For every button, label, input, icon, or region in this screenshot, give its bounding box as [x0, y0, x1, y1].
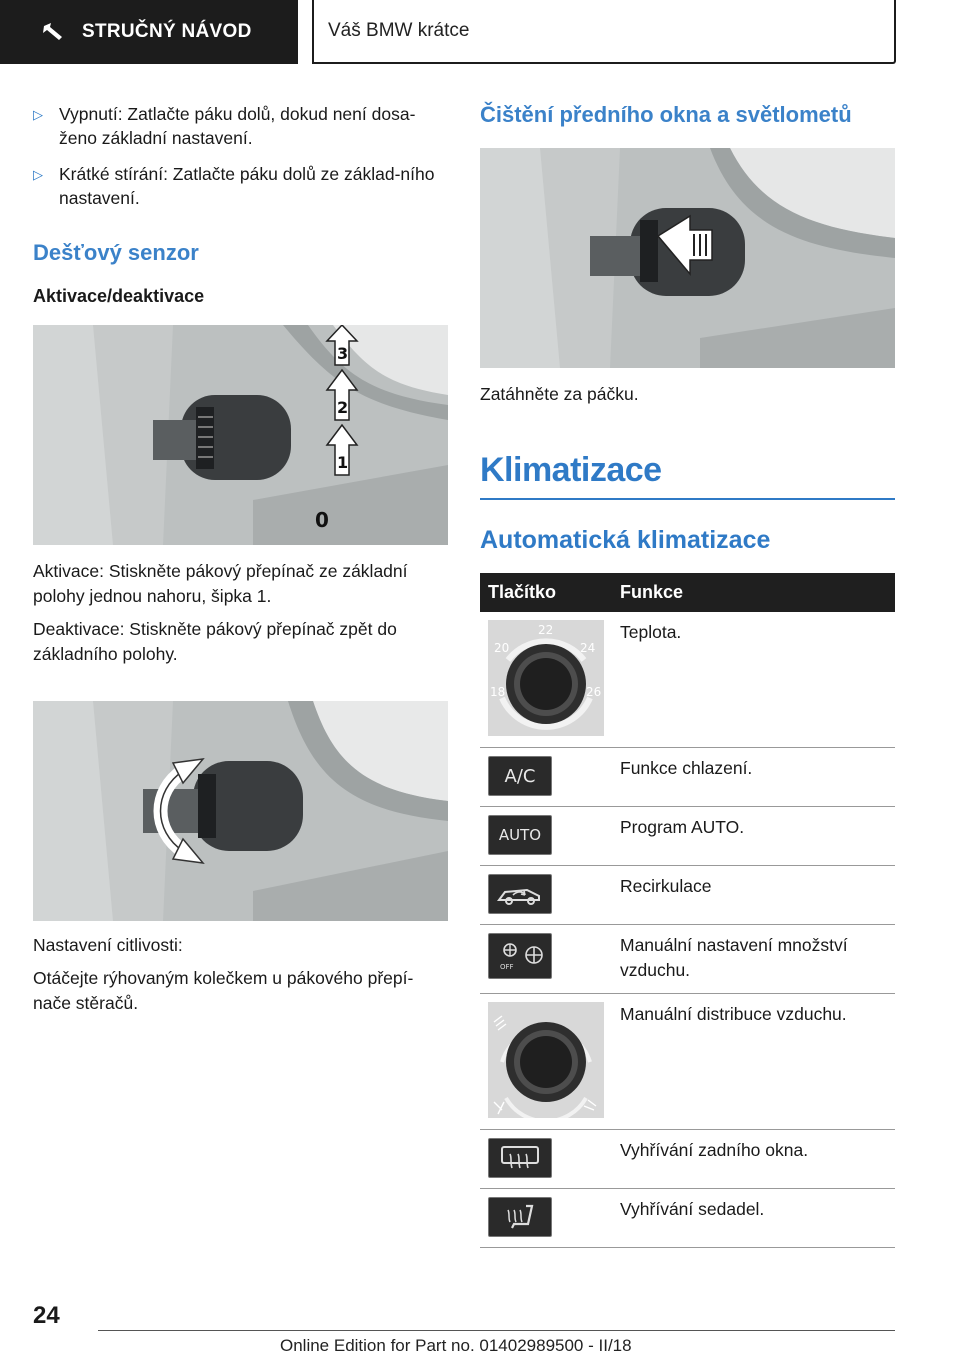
climate-heading: Klimatizace [480, 451, 895, 500]
ac-button-icon [488, 756, 552, 796]
table-header-button: Tlačítko [480, 573, 612, 612]
right-column [480, 102, 895, 1248]
section-tab-label: STRUČNÝ NÁVOD [82, 21, 252, 42]
arrow-label-0: 0 [315, 508, 329, 532]
knob-label-26: 26 [586, 685, 602, 699]
triangle-bullet-icon: ▷ [33, 167, 43, 182]
recirculation-button-icon [488, 874, 552, 914]
table-cell-function: Vyhřívání sedadel. [612, 1189, 895, 1248]
table-cell-icon [480, 1189, 612, 1248]
table-row [480, 994, 895, 1130]
table-cell-function: Vyhřívání zadního okna. [612, 1130, 895, 1189]
table-header-row [480, 573, 895, 612]
table-row [480, 1130, 895, 1189]
table-cell-function: Recirkulace [612, 866, 895, 925]
list-item [33, 102, 448, 150]
table-cell-function: Funkce chlazení. [612, 748, 895, 807]
table-row [480, 1189, 895, 1248]
table-row [480, 748, 895, 807]
auto-button-label: AUTO [498, 825, 542, 844]
table-row [480, 866, 895, 925]
arrow-label-3: 3 [337, 344, 349, 363]
list-item-text: Vypnutí: Zatlačte páku dolů, dokud není dosa-ženo základní nastavení. [59, 104, 416, 148]
knob-label-24: 24 [580, 641, 596, 655]
knob-label-22: 22 [538, 623, 554, 637]
table-cell-function: Teplota. [612, 612, 895, 748]
arrow-label-1: 1 [337, 453, 349, 472]
table-row [480, 807, 895, 866]
table-header-function: Funkce [612, 573, 895, 612]
footer-edition: Online Edition for Part no. 01402989500 - II/18 [280, 1336, 632, 1355]
seat-heating-button-icon [488, 1197, 552, 1237]
knob-label-18: 18 [490, 685, 506, 699]
rain-sensor-heading: Dešťový senzor [33, 240, 199, 265]
washer-lever-image [480, 148, 895, 368]
rain-sensor-lever-image [33, 325, 448, 545]
list-item [33, 162, 448, 210]
ac-button-label: A/C [504, 765, 536, 787]
table-cell-icon [480, 1130, 612, 1189]
table-cell-icon [480, 807, 612, 866]
left-column [33, 102, 448, 1024]
chapter-title: Váš BMW krátce [328, 20, 470, 41]
list-item-text: Krátké stírání: Zatlačte páku dolů ze základ-ního nastavení. [59, 164, 435, 208]
sensitivity-title: Nastavení citlivosti: [33, 935, 183, 955]
knob-label-20: 20 [494, 641, 510, 655]
auto-climate-heading: Automatická klimatizace [480, 526, 771, 554]
washer-text: Zatáhněte za páčku. [480, 384, 639, 404]
table-row [480, 925, 895, 994]
back-arrow-icon [42, 21, 64, 43]
washer-heading: Čištění předního okna a světlometů [480, 102, 852, 127]
section-tab[interactable] [0, 0, 298, 64]
table-cell-icon [480, 994, 612, 1130]
activation-text: Aktivace: Stiskněte pákový přepínač ze základní polohy jednou nahoru, šipka 1. [33, 561, 408, 606]
page-number: 24 [33, 1302, 60, 1329]
table-cell-function: Manuální distribuce vzduchu. [612, 994, 895, 1130]
table-cell-icon [480, 748, 612, 807]
fan-off-label: OFF [500, 963, 514, 971]
table-cell-icon [480, 612, 612, 748]
chapter-title-box [312, 0, 896, 64]
table-cell-icon [480, 866, 612, 925]
fan-button-icon [488, 933, 552, 979]
activation-heading: Aktivace/deaktivace [33, 286, 205, 306]
arrow-label-2: 2 [337, 398, 349, 417]
climate-controls-table [480, 573, 895, 1248]
rear-defrost-button-icon [488, 1138, 552, 1178]
auto-button-icon [488, 815, 552, 855]
footer-divider [98, 1330, 895, 1331]
sensitivity-text: Otáčejte rýhovaným kolečkem u pákového přepí-nače stěračů. [33, 968, 414, 1013]
table-cell-function: Manuální nastavení množství vzduchu. [612, 925, 895, 994]
air-distribution-knob-icon [488, 1002, 604, 1118]
table-cell-icon [480, 925, 612, 994]
sensitivity-wheel-image [33, 701, 448, 921]
table-cell-function: Program AUTO. [612, 807, 895, 866]
deactivation-text: Deaktivace: Stiskněte pákový přepínač zpět do základního polohy. [33, 619, 397, 664]
triangle-bullet-icon: ▷ [33, 107, 43, 122]
table-row [480, 612, 895, 748]
temperature-knob-icon [488, 620, 604, 736]
